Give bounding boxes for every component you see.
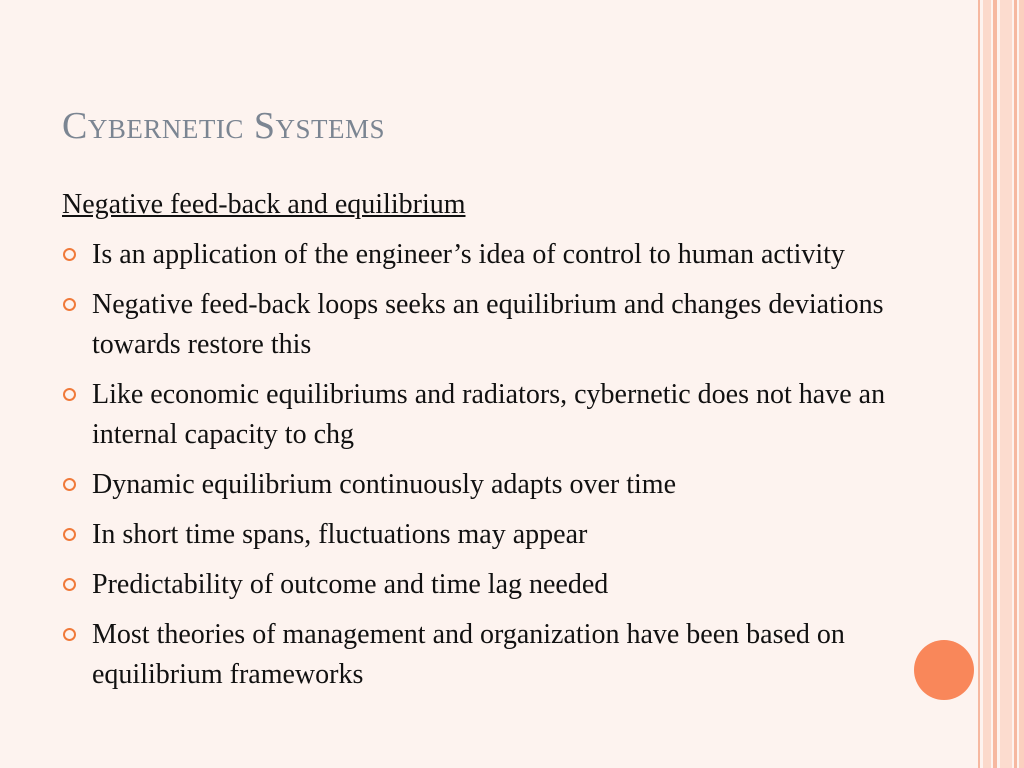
bullet-item: [62, 565, 932, 605]
decorative-stripe: [1019, 0, 1024, 768]
slide-title: Cybernetic Systems: [62, 105, 385, 147]
bullet-text: Most theories of management and organization have been based on equilibrium frameworks: [92, 619, 845, 690]
bullet-circle-icon: [63, 388, 76, 401]
bullet-text: In short time spans, fluctuations may appear: [92, 519, 588, 550]
decorative-stripe: [983, 0, 991, 768]
bullet-text: Predictability of outcome and time lag needed: [92, 569, 609, 600]
subheading: Negative feed-back and equilibrium: [62, 189, 466, 220]
decorative-stripe: [1000, 0, 1012, 768]
bullet-text: Negative feed-back loops seeks an equilibrium and changes deviations towards restore this: [92, 289, 884, 360]
bullet-list: [62, 235, 932, 695]
bullet-text: Dynamic equilibrium continuously adapts over time: [92, 469, 676, 500]
bullet-item: [62, 375, 932, 455]
bullet-item: [62, 615, 932, 695]
bullet-item: [62, 515, 932, 555]
decorative-stripe: [978, 0, 980, 768]
bullet-item: [62, 465, 932, 505]
bullet-circle-icon: [63, 298, 76, 311]
bullet-text: Like economic equilibriums and radiators, cybernetic does not have an internal capacity to chg: [92, 379, 886, 450]
bullet-item: [62, 285, 932, 365]
bullet-circle-icon: [63, 528, 76, 541]
bullet-circle-icon: [63, 578, 76, 591]
bullet-circle-icon: [63, 628, 76, 641]
slide-content: [62, 185, 932, 705]
decorative-stripe: [993, 0, 997, 768]
bullet-circle-icon: [63, 248, 76, 261]
bullet-circle-icon: [63, 478, 76, 491]
bullet-item: [62, 235, 932, 275]
bullet-text: Is an application of the engineer’s idea of control to human activity: [92, 239, 845, 270]
decorative-stripe: [1014, 0, 1017, 768]
